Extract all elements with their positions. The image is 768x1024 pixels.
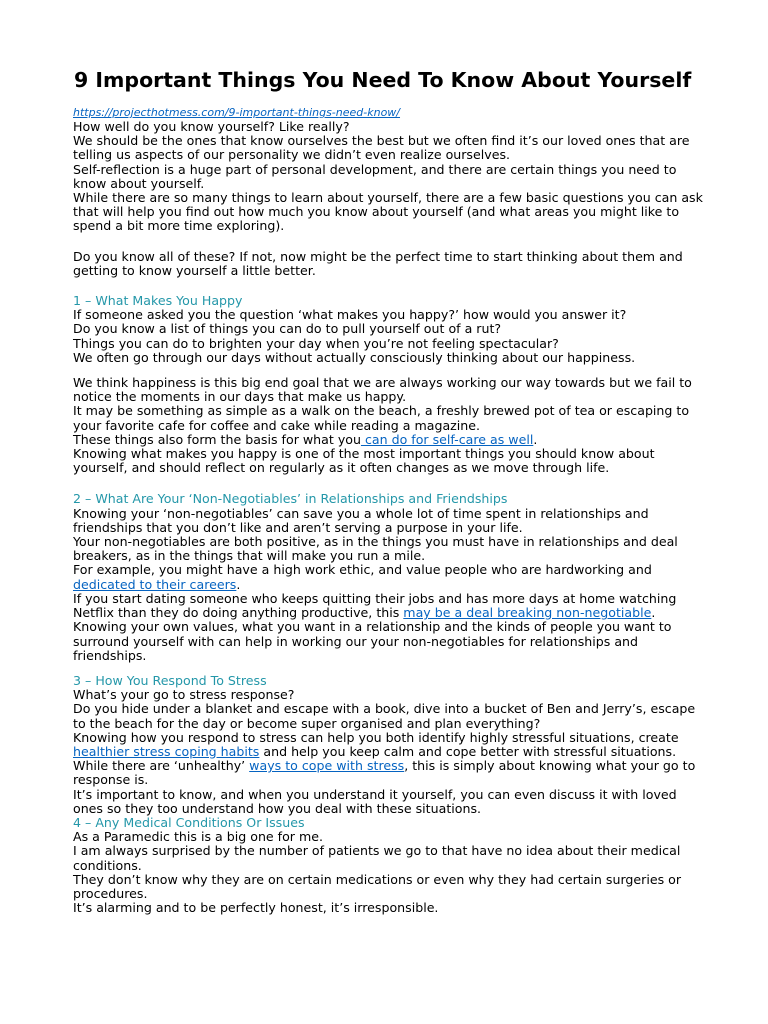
body-paragraph: Knowing your ‘non-negotiables’ can save you a whole lot of time spent in relationships and friendships that you don’t like and aren’t serving a purpose in your life. [73,505,649,535]
body-paragraph: It’s important to know, and when you understand it yourself, you can even discuss it with loved ones so they too understand how you deal with these situations. [73,786,677,816]
body-paragraph: If someone asked you the question ‘what makes you happy?’ how would you answer it? [73,307,627,323]
body-paragraph: We often go through our days without actually consciously thinking about our happiness. [73,349,636,365]
body-paragraph: Your non-negotiables are both positive, as in the things you must have in relationships and deal breakers, as in the things that will make you run a mile. [73,534,678,564]
body-paragraph: While there are ‘unhealthy’ ways to cope with stress, this is simply about knowing what your go to response is. [73,758,696,788]
section-heading: 1 – What Makes You Happy [73,293,243,309]
dedicated-careers-link[interactable]: dedicated to their careers [73,576,237,592]
body-paragraph: If you start dating someone who keeps quitting their jobs and has more days at home watching Netflix than they do doing anything productive, this may be a deal breaking non-negotiable. [73,590,677,621]
section-non-negotiables [73,492,708,662]
body-paragraph: As a Paramedic this is a big one for me. [73,829,324,845]
cope-with-stress-link[interactable]: ways to cope with stress [249,758,405,774]
self-care-link[interactable]: can do for self-care as well [360,431,534,447]
body-paragraph: Do you hide under a blanket and escape with a book, dive into a bucket of Ben and Jerry’s, escape to the beach for the day or become super organised and plan everything? [73,701,696,731]
intro-paragraph: How well do you know yourself? Like really? [73,119,350,134]
body-paragraph: What’s your go to stress response? [73,687,295,703]
stress-habits-link[interactable]: healthier stress coping habits [73,743,260,759]
body-paragraph: It may be something as simple as a walk on the beach, a freshly brewed pot of tea or escaping to your favorite cafe for coffee and cake while reading a magazine. [73,403,690,433]
intro-paragraph: We should be the ones that know ourselves the best but we often find it’s our loved ones that are telling us aspects of our personality we didn’t even realize ourselves. [73,133,690,163]
section-heading: 2 – What Are Your ‘Non-Negotiables’ in Relationships and Friendships [73,491,508,507]
intro-section [73,120,708,278]
source-link[interactable]: https://projecthotmess.com/9-important-things-need-know/ [73,106,401,119]
deal-breaking-link[interactable]: may be a deal breaking non-negotiable [403,605,652,621]
section-medical-conditions [73,816,708,915]
body-paragraph: Knowing what makes you happy is one of the most important things you should know about yourself, and should reflect on regularly as it often changes as we move through life. [73,446,655,476]
body-paragraph: Knowing your own values, what you want in a relationship and the kinds of people you want to surround yourself with can help in working our your non-negotiables for relationships and friendships. [73,619,672,663]
intro-paragraph: Self-reflection is a huge part of personal development, and there are certain things you need to know about yourself. [73,161,677,191]
body-paragraph: Do you know a list of things you can do to pull yourself out of a rut? [73,321,502,337]
section-respond-to-stress [73,674,708,816]
section-heading: 4 – Any Medical Conditions Or Issues [73,814,305,830]
section-heading: 3 – How You Respond To Stress [73,672,267,688]
body-paragraph: It’s alarming and to be perfectly honest, it’s irresponsible. [73,900,439,916]
intro-paragraph: While there are so many things to learn about yourself, there are a few basic questions you can ask that will help you find out how much you know about yourself (and what areas you might like to spend a bit more time exploring). [73,190,703,234]
body-paragraph: Things you can do to brighten your day when you’re not feeling spectacular? [73,335,559,351]
intro-paragraph: Do you know all of these? If not, now might be the perfect time to start thinking about them and getting to know yourself a little better. [73,248,683,278]
body-paragraph: For example, you might have a high work ethic, and value people who are hardworking and dedicated to their careers. [73,562,652,592]
body-paragraph: We think happiness is this big end goal that we are always working our way towards but we fail to notice the moments in our days that make us happy. [73,375,692,405]
section-what-makes-you-happy [73,294,708,475]
body-paragraph: Knowing how you respond to stress can help you both identify highly stressful situations, create healthier stress coping habits and help you keep calm and cope better with stressful situations. [73,729,679,759]
body-paragraph: I am always surprised by the number of patients we go to that have no idea about their medical conditions. [73,843,681,873]
body-paragraph: These things also form the basis for what you can do for self-care as well. [73,431,538,447]
body-paragraph: They don’t know why they are on certain medications or even why they had certain surgeries or procedures. [73,871,682,901]
page-title: 9 Important Things You Need To Know About Yourself [74,68,692,92]
